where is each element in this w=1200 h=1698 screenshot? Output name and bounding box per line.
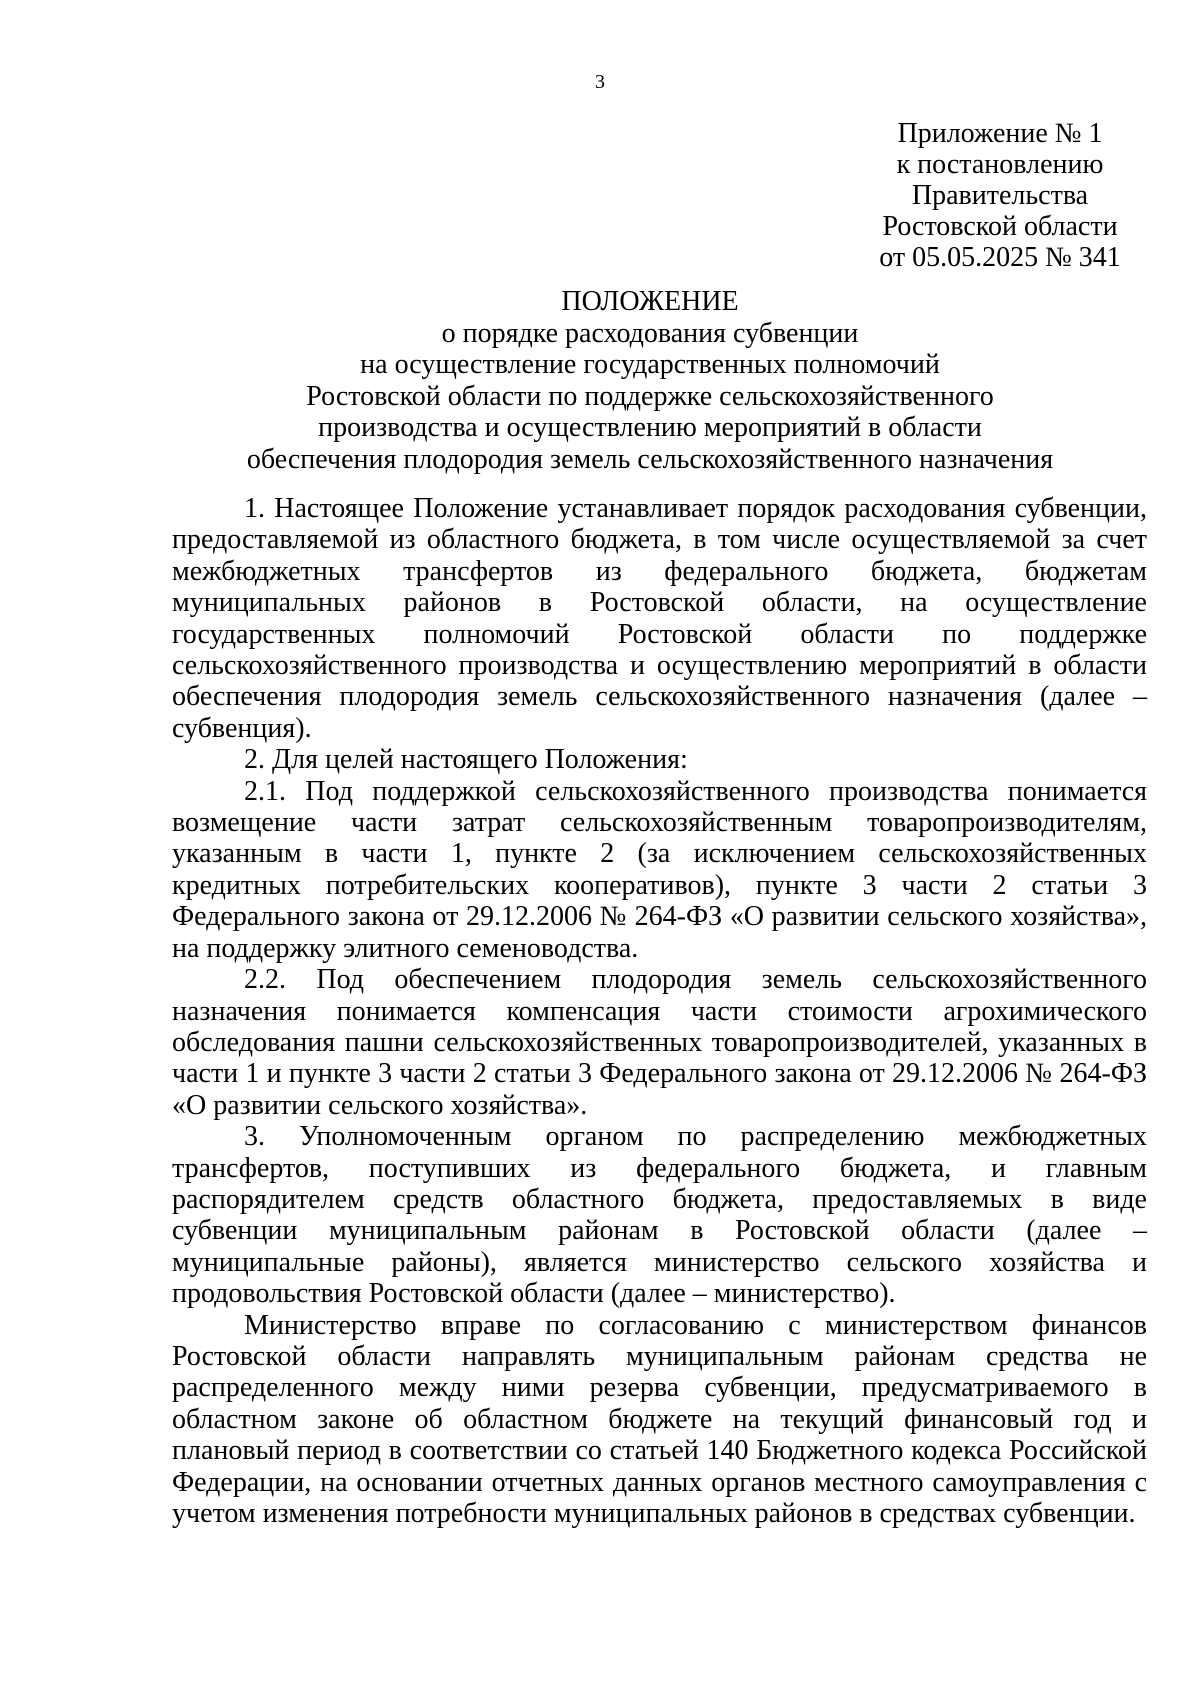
paragraph-2: 2. Для целей настоящего Положения: [244,744,688,776]
subtitle-line: обеспечения плодородия земель сельскохозяйственного назначения [246,443,1054,475]
appendix-line: от 05.05.2025 № 341 [879,242,1121,273]
paragraph-ministry-rights: Министерство вправе по согласованию с министерством финансов Ростовской области направлять муниципальным районам средства не распределенного между ними резерва субвенции, предусматриваемого в областном законе об областном бюджете на текущий финансовый год и плановый период в соответствии со статьей 140 Бюджетного кодекса Российской Федерации, на основании отчетных данных органов местного самоуправления с учетом изменения потребности муниципальных районов в средствах субвенции. [172,1309,1147,1529]
paragraph-3: 3. Уполномоченным органом по распределению межбюджетных трансфертов, поступивших из федерального бюджета, и главным распорядителем средств областного бюджета, предоставляемых в виде субвенции муниципальным районам в Ростовской области (далее – муниципальные районы), является министерство сельского хозяйства и продовольствия Ростовской области (далее – министерство). [172,1121,1147,1310]
paragraph-2-1: 2.1. Под поддержкой сельскохозяйственного производства понимается возмещение части затрат сельскохозяйственным товаропроизводителям, указанным в части 1, пункте 2 (за исключением сельскохозяйственных кредитных потребительских кооперативов), пункте 3 части 2 статьи 3 Федерального закона от 29.12.2006 № 264-ФЗ «О развитии сельского хозяйства», на поддержку элитного семеноводства. [172,775,1147,964]
subtitle-line: о порядке расходования субвенции [441,317,859,349]
subtitle-line: производства и осуществлению мероприятий в области [318,412,982,443]
document-title-block [150,286,1150,475]
page-number: 3 [595,71,605,93]
paragraph-1: 1. Настоящее Положение устанавливает порядок расходования субвенции, предоставляемой из областного бюджета, в том числе осуществляемой за счет межбюджетных трансфертов из федерального бюджета, бюджетам муниципальных районов в Ростовской области, на осуществление государственных полномочий Ростовской области по поддержке сельскохозяйственного производства и осуществлению мероприятий в области обеспечения плодородия земель сельскохозяйственного назначения (далее – субвенция). [172,493,1147,744]
paragraph-2-2: 2.2. Под обеспечением плодородия земель сельскохозяйственного назначения понимается компенсация части стоимости агрохимического обследования пашни сельскохозяйственных товаропроизводителей, указанных в части 1 и пункте 3 части 2 статьи 3 Федерального закона от 29.12.2006 № 264-ФЗ «О развитии сельского хозяйства». [172,964,1147,1121]
appendix-line: Правительства [911,180,1089,211]
subtitle-line: на осуществление государственных полномочий [360,349,940,380]
appendix-line: Ростовской области [882,211,1118,242]
appendix-block [830,118,1170,273]
appendix-line: к постановлению [896,149,1104,180]
subtitle-line: Ростовской области по поддержке сельскохозяйственного [306,380,994,412]
document-heading: ПОЛОЖЕНИЕ [561,286,739,317]
appendix-line: Приложение № 1 [897,118,1103,149]
document-body [172,493,1147,1529]
